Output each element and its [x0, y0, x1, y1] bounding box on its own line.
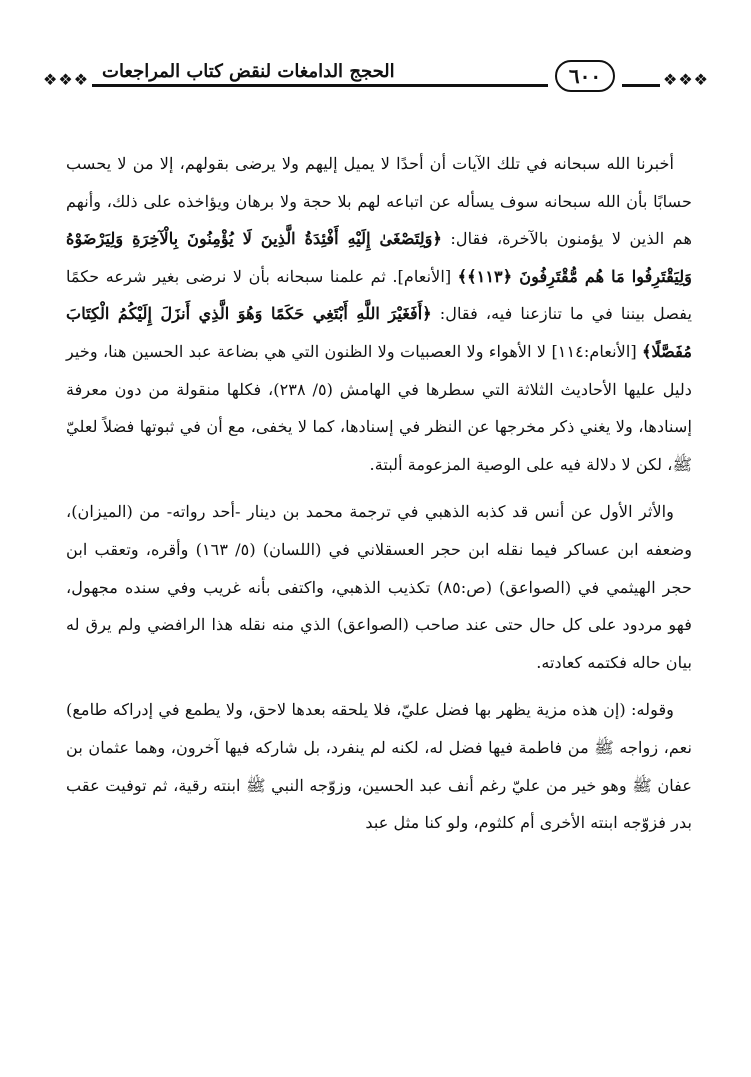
text-segment: والأثر الأول عن أنس قد كذبه الذهبي في ترجمة محمد بن دينار -أحد رواته- من (الميزان)، وضعفه ابن عساكر فيما نقله ابن حجر العسقلاني في (اللسان) (٥/ ١٦٣) وأقره، وتعقب ابن حجر الهيثمي في (الصواعق) (ص:٨٥) تكذيب الذهبي، واكتفى بأنه غريب وفي سنده مجهول، فهو مردود على كل حال حتى عند صاحب (الصواعق) الذي منه نقله هذا الرافضي ولم يرق له بيان حاله فكتمه كعادته.	[66, 502, 693, 672]
text-segment: أخبرنا الله سبحانه في تلك الآيات أن أحدًا لا يميل إليهم ولا يرضى بقولهم، إلا من لا يحسب حسابًا بأن الله سبحانه سوف يسأله عن اتباعه لهم بلا حجة ولا برهان ويؤاخذه على ذلك، وأنهم هم الذين لا يؤمنون بالآخرة، فقال:	[66, 154, 692, 249]
paragraph-3	[66, 691, 692, 841]
running-title: الحجج الدامغات لنقض كتاب المراجعات	[90, 61, 407, 82]
text-segment: وقوله: (إن هذه مزية يظهر بها فضل عليّ، فلا يلحقه بعدها لاحق، ولا يطمع في إدراكه طامع) نعم، زواجه ﷺ من فاطمة فيها فضل له، لكنه لم ينفرد، بل شاركه فيها آخرون، وهما عثمان بن عفان ﷺ وهو خير من عليّ رغم أنف عبد الحسين، وزوّجه النبي ﷺ ابنته رقية، ثم توفيت عقب بدر فزوّجه ابنته الأخرى أم كلثوم، ولو كنا مثل عبد	[66, 700, 692, 833]
page-number-frame	[548, 56, 622, 96]
body-text	[66, 145, 692, 842]
quran-quote: ﴿أَفَغَيْرَ اللَّهِ أَبْتَغِي حَكَمًا وَهُوَ الَّذِي أَنزَلَ إِلَيْكُمُ الْكِتَابَ مُفَصَّلًا﴾	[66, 304, 692, 361]
paragraph-2	[66, 493, 692, 681]
text-segment: [الأنعام]. ثم علمنا سبحانه بأن لا نرضى بغير شرعه حكمًا يفصل بيننا في ما تنازعنا فيه، فقال:	[66, 266, 692, 324]
quran-quote: ﴿وَلِتَصْغَىٰ إِلَيْهِ أَفْئِدَةُ الَّذِينَ لَا يُؤْمِنُونَ بِالْآخِرَةِ وَلِيَرْضَوْهُ وَلِيَقْتَرِفُوا مَا هُم مُّقْتَرِفُونَ ﴿١١٣﴾﴾	[66, 229, 692, 286]
page-number: ٦٠٠	[555, 60, 615, 92]
page-header	[40, 50, 712, 100]
text-segment: [الأنعام:١١٤] لا الأهواء ولا العصبيات ولا الظنون التي هي بضاعة عبد الحسين هنا، وخير دليل عليها الأحاديث الثلاثة التي سطرها في الهامش (٥/ ٢٣٨)، فكلها منقولة من دون معرفة إسنادها، ولا يغني ذكر مخرجها عن النظر في إسنادها، كما لا يخفى، مع أن في ثبوتها فضلاً لعليّ ﷺ، لكن لا دلالة فيه على الوصية المزعومة ألبتة.	[66, 341, 692, 474]
ornament-left-icon: ❖❖❖	[40, 70, 92, 89]
ornament-right-icon: ❖❖❖	[660, 70, 712, 89]
paragraph-1	[66, 145, 692, 483]
